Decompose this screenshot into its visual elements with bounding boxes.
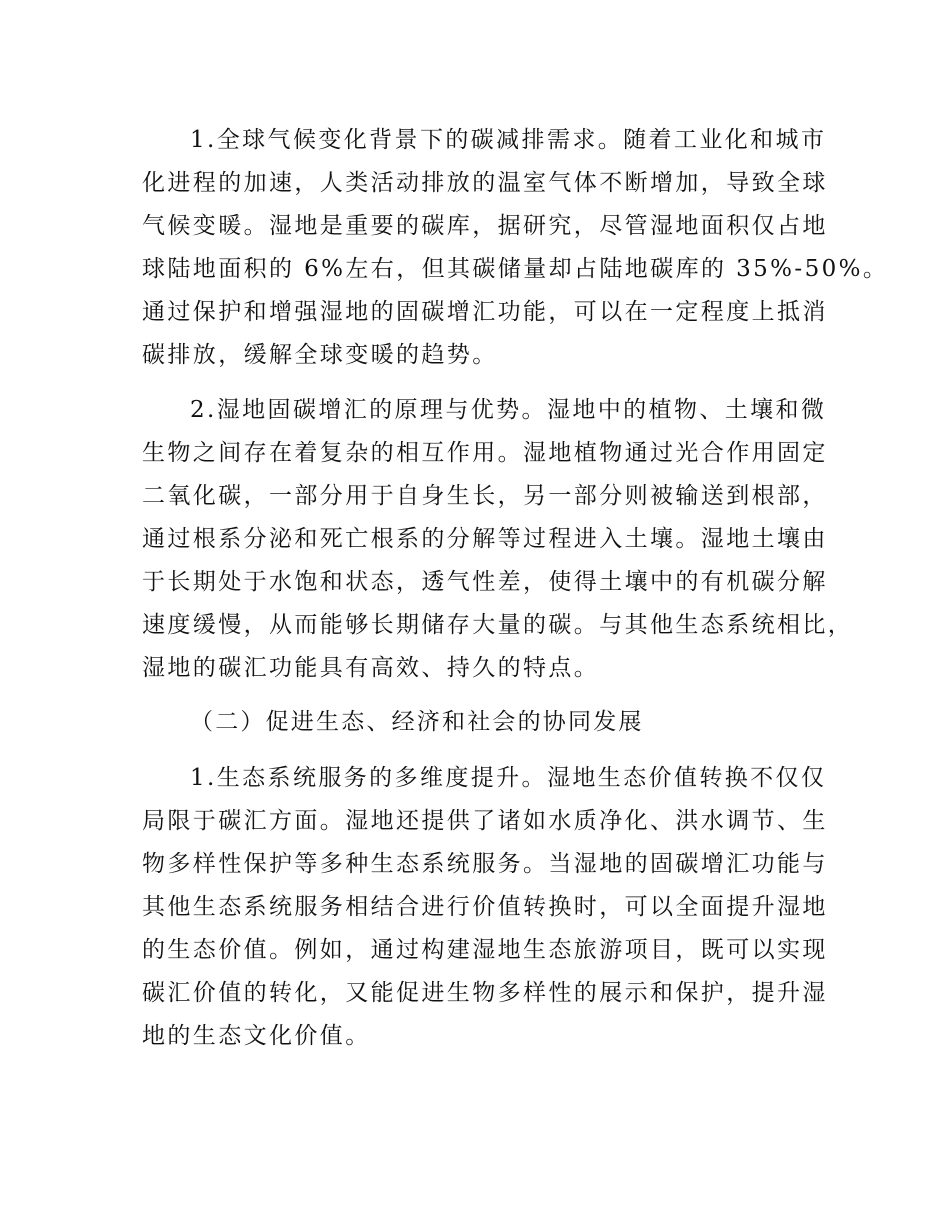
text-line: 地的生态文化价值。 bbox=[142, 1023, 371, 1049]
text-line: 湿地的碳汇功能具有高效、持久的特点。 bbox=[142, 655, 600, 681]
text-line: 球陆地面积的 6%左右，但其碳储量却占陆地碳库的 35%-50%。 bbox=[142, 256, 889, 282]
text-line: 生物之间存在着复杂的相互作用。湿地植物通过光合作用固定 bbox=[142, 440, 828, 466]
text-line: 物多样性保护等多种生态系统服务。当湿地的固碳增汇功能与 bbox=[142, 851, 828, 877]
text-line: 1.全球气候变化背景下的碳减排需求。随着工业化和城市 bbox=[190, 127, 827, 153]
text-line: 局限于碳汇方面。湿地还提供了诸如水质净化、洪水调节、生 bbox=[142, 808, 828, 834]
text-line: 碳汇价值的转化，又能促进生物多样性的展示和保护，提升湿 bbox=[142, 980, 828, 1006]
text-line: 碳排放，缓解全球变暖的趋势。 bbox=[142, 342, 498, 368]
section-heading: （二）促进生态、经济和社会的协同发展 bbox=[190, 709, 644, 735]
text-line: 通过保护和增强湿地的固碳增汇功能，可以在一定程度上抵消 bbox=[142, 299, 828, 325]
text-line: 气候变暖。湿地是重要的碳库，据研究，尽管湿地面积仅占地 bbox=[142, 213, 828, 239]
text-line: 速度缓慢，从而能够长期储存大量的碳。与其他生态系统相比， bbox=[142, 612, 854, 638]
text-line: 二氧化碳，一部分用于自身生长，另一部分则被输送到根部， bbox=[142, 483, 828, 509]
text-line: 化进程的加速，人类活动排放的温室气体不断增加，导致全球 bbox=[142, 170, 828, 196]
text-line: 其他生态系统服务相结合进行价值转换时，可以全面提升湿地 bbox=[142, 894, 828, 920]
text-line: 通过根系分泌和死亡根系的分解等过程进入土壤。湿地土壤由 bbox=[142, 526, 828, 552]
text-line: 于长期处于水饱和状态，透气性差，使得土壤中的有机碳分解 bbox=[142, 569, 828, 595]
text-line: 2.湿地固碳增汇的原理与优势。湿地中的植物、土壤和微 bbox=[190, 397, 827, 423]
text-line: 1.生态系统服务的多维度提升。湿地生态价值转换不仅仅 bbox=[190, 765, 827, 791]
text-line: 的生态价值。例如，通过构建湿地生态旅游项目，既可以实现 bbox=[142, 937, 828, 963]
